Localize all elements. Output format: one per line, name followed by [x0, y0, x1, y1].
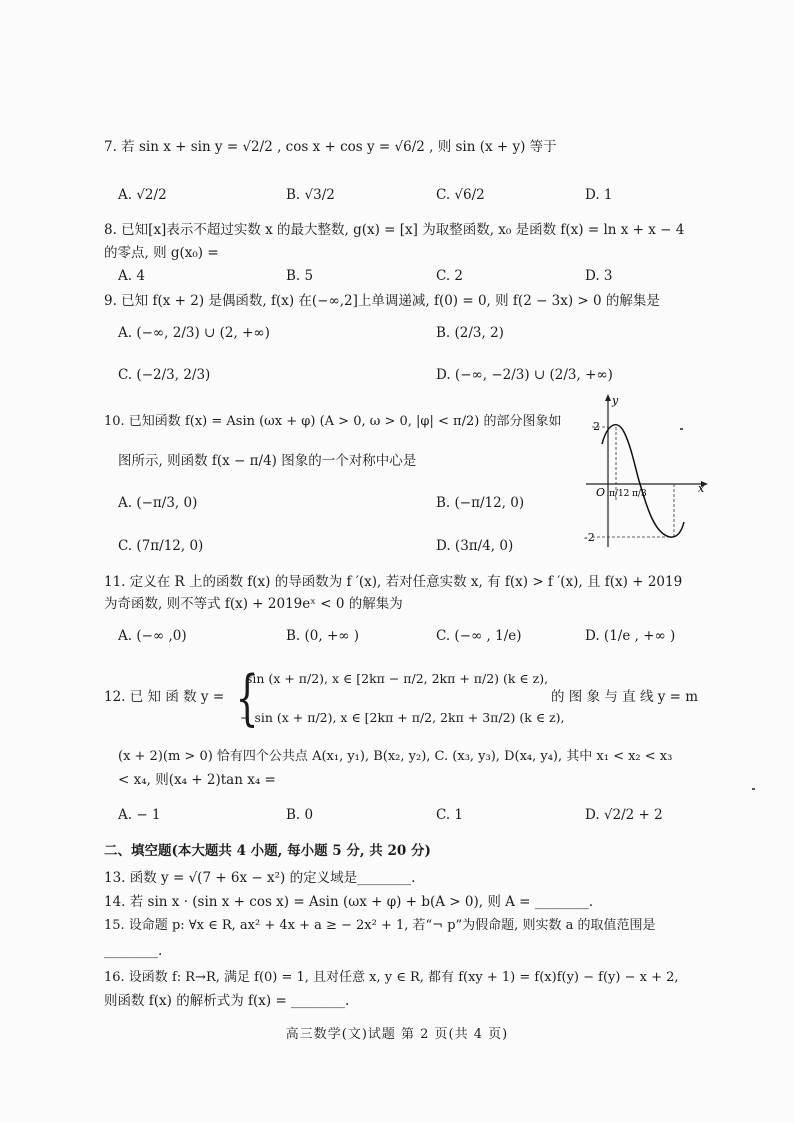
question-10-option-c: C. (7π/12, 0) [118, 538, 204, 554]
y-max-label: 2 [593, 420, 600, 433]
question-12-option-c: C. 1 [436, 807, 464, 823]
question-16-line1: 16. 设函数 f: R→R, 满足 f(0) = 1, 且对任意 x, y ∈ R, 都有 f(xy + 1) = f(x)f(y) − f(y) − x + 2, [104, 970, 679, 985]
question-12-line3: < x₄, 则(x₄ + 2)tan x₄ = [118, 772, 276, 788]
question-12-lead: 12. 已 知 函 数 y = [104, 689, 225, 705]
question-13: 13. 函数 y = √(7 + 6x − x²) 的定义域是________. [104, 870, 416, 886]
question-7-stem: 7. 若 sin x + sin y = √2/2 , cos x + cos y = √6/2 , 则 sin (x + y) 等于 [104, 139, 557, 155]
question-9-option-c: C. (−2/3, 2/3) [118, 367, 211, 383]
page-footer: 高三数学(文)试题 第 2 页(共 4 页) [285, 1027, 509, 1042]
y-axis-label: y [612, 394, 619, 407]
question-9-option-a: A. (−∞, 2/3) ∪ (2, +∞) [118, 325, 270, 341]
question-15-line2: ________. [104, 943, 163, 959]
question-10-line1: 10. 已知函数 f(x) = Asin (ωx + φ) (A > 0, ω > 0, |φ| < π/2) 的部分图象如 [104, 414, 562, 429]
question-9-option-d: D. (−∞, −2/3) ∪ (2/3, +∞) [436, 367, 613, 383]
question-9-option-b: B. (2/3, 2) [436, 325, 504, 341]
sine-curve [602, 425, 684, 537]
question-11-option-c: C. (−∞ , 1/e) [436, 628, 522, 644]
question-11-line2: 为奇函数, 则不等式 f(x) + 2019eˣ < 0 的解集为 [104, 596, 403, 612]
question-12-option-d: D. √2/2 + 2 [585, 807, 663, 823]
question-12-option-a: A. − 1 [118, 807, 161, 823]
question-7-option-a: A. √2/2 [118, 187, 167, 203]
x-tick-pi-12: π/12 [609, 489, 630, 499]
question-14: 14. 若 sin x · (sin x + cos x) = Asin (ωx + φ) + b(A > 0), 则 A = ________. [104, 894, 594, 910]
scan-speck [752, 788, 755, 790]
y-axis-arrow [605, 394, 611, 401]
question-10-option-a: A. (−π/3, 0) [118, 495, 198, 511]
question-12-option-b: B. 0 [286, 807, 314, 823]
question-16-line2: 则函数 f(x) 的解析式为 f(x) = ________. [104, 993, 350, 1009]
y-min-label: -2 [584, 531, 595, 544]
origin-label: O [596, 486, 606, 499]
x-tick-pi-3: π/3 [632, 489, 647, 499]
piecewise-brace: { [235, 663, 259, 733]
question-12-tail: 的 图 象 与 直 线 y = m [551, 689, 699, 705]
question-10-option-d: D. (3π/4, 0) [436, 538, 514, 554]
question-7-option-b: B. √3/2 [286, 187, 335, 203]
question-8-option-a: A. 4 [118, 268, 145, 284]
sine-graph-figure [578, 392, 710, 552]
question-7-option-d: D. 1 [585, 187, 613, 203]
question-8-option-c: C. 2 [436, 268, 464, 284]
scan-speck [680, 428, 683, 430]
question-8-line1: 8. 已知[x]表示不超过实数 x 的最大整数, g(x) = [x] 为取整函数, x₀ 是函数 f(x) = ln x + x − 4 [104, 222, 685, 238]
question-12-line2: (x + 2)(m > 0) 恰有四个公共点 A(x₁, y₁), B(x₂, y₂), C. (x₃, y₃), D(x₄, y₄), 其中 x₁ < x₂ < x₃ [118, 749, 673, 764]
question-7-option-c: C. √6/2 [436, 187, 485, 203]
question-11-line1: 11. 定义在 R 上的函数 f(x) 的导函数为 f ′(x), 若对任意实数 x, 有 f(x) > f ′(x), 且 f(x) + 2019 [104, 574, 683, 590]
question-11-option-b: B. (0, +∞ ) [286, 628, 360, 644]
question-10-line2: 图所示, 则函数 f(x − π/4) 图象的一个对称中心是 [118, 453, 417, 469]
question-8-option-d: D. 3 [585, 268, 613, 284]
section-2-heading: 二、填空题(本大题共 4 小题, 每小题 5 分, 共 20 分) [104, 843, 431, 859]
question-8-line2: 的零点, 则 g(x₀) = [104, 245, 219, 261]
question-15-line1: 15. 设命题 p: ∀x ∈ R, ax² + 4x + a ≥ − 2x² + 1, 若“¬ p”为假命题, 则实数 a 的取值范围是 [104, 918, 656, 933]
question-8-option-b: B. 5 [286, 268, 314, 284]
question-10-option-b: B. (−π/12, 0) [436, 495, 525, 511]
x-axis-label: x [698, 482, 705, 495]
question-11-option-a: A. (−∞ ,0) [118, 628, 187, 644]
question-9-stem: 9. 已知 f(x + 2) 是偶函数, f(x) 在(−∞,2]上单调递减, f(0) = 0, 则 f(2 − 3x) > 0 的解集是 [104, 293, 660, 309]
question-12-case1: sin (x + π/2), x ∈ [2kπ − π/2, 2kπ + π/2) (k ∈ z), [246, 671, 549, 686]
question-12-case2: − sin (x + π/2), x ∈ [2kπ + π/2, 2kπ + 3π/2) (k ∈ z), [240, 710, 565, 725]
question-11-option-d: D. (1/e , +∞ ) [585, 628, 676, 644]
